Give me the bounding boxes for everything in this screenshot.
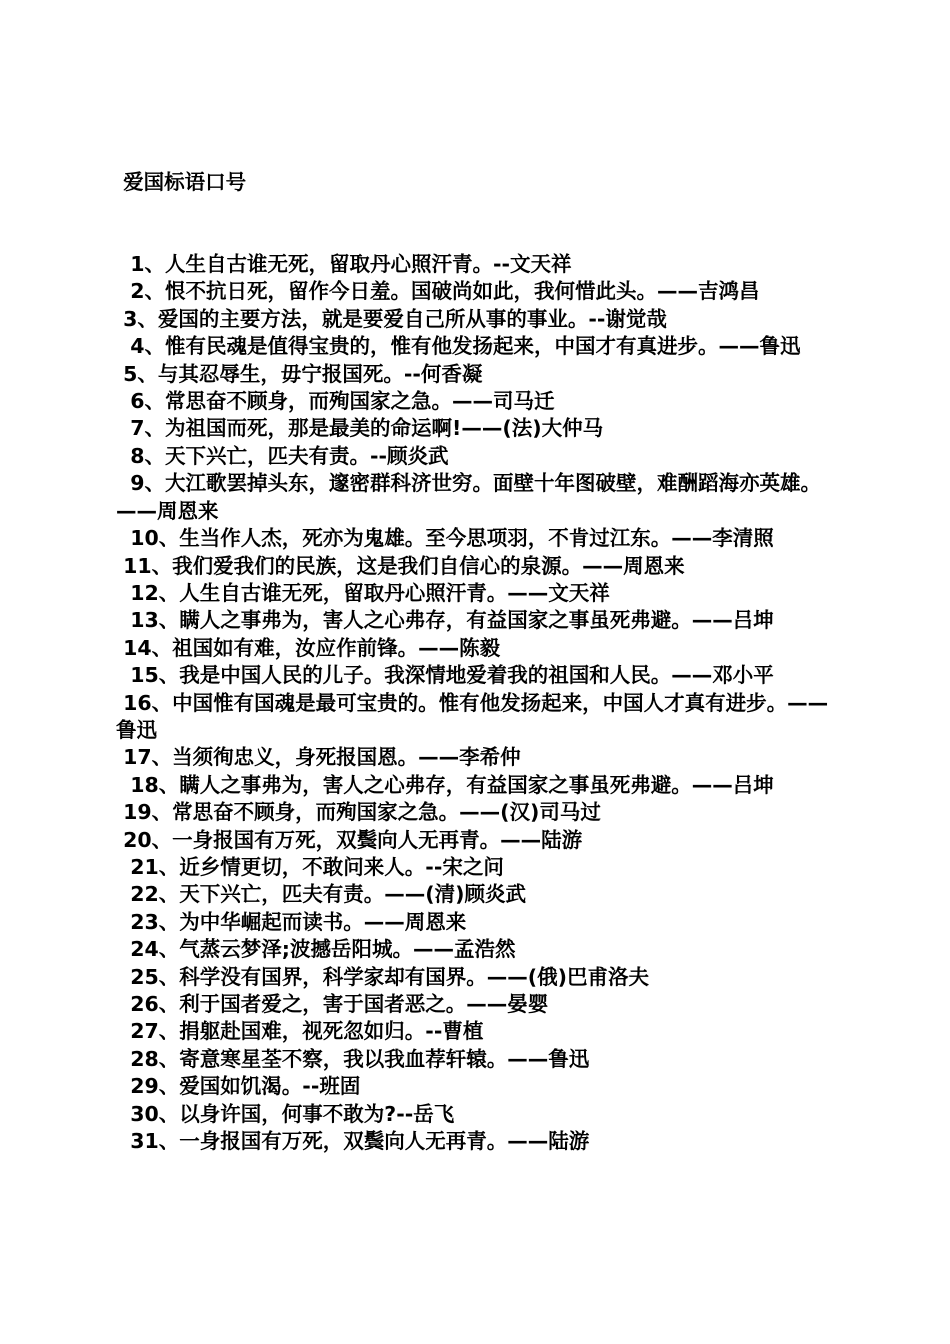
slogan-item: 19、常思奋不顾身，而殉国家之急。——(汉)司马过 [116, 800, 601, 825]
slogan-item: 7、为祖国而死，那是最美的命运啊!——(法)大仲马 [116, 416, 604, 441]
slogan-item: 30、以身许国，何事不敢为?--岳飞 [116, 1101, 455, 1126]
slogan-item: 15、我是中国人民的儿子。我深情地爱着我的祖国和人民。——邓小平 [116, 663, 774, 688]
slogan-item: 27、捐躯赴国难，视死忽如归。--曹植 [116, 1019, 484, 1044]
slogan-item: 1、人生自古谁无死，留取丹心照汗青。--文天祥 [116, 252, 572, 277]
slogan-item: 3、爱国的主要方法，就是要爱自己所从事的事业。--谢觉哉 [116, 306, 667, 331]
slogan-item: 9、大江歌罢掉头东，邃密群科济世穷。面壁十年图破壁，难酬蹈海亦英雄。——周恩来 [116, 471, 822, 523]
slogan-item: 16、中国惟有国魂是最可宝贵的。惟有他发扬起来，中国人才真有进步。——鲁迅 [116, 690, 829, 742]
slogan-item: 28、寄意寒星荃不察，我以我血荐轩辕。——鲁迅 [116, 1046, 590, 1071]
slogan-item: 11、我们爱我们的民族，这是我们自信心的泉源。——周恩来 [116, 553, 685, 578]
slogan-item: 29、爱国如饥渴。--班固 [116, 1074, 361, 1099]
slogan-item: 14、祖国如有难，汝应作前锋。——陈毅 [116, 635, 501, 660]
slogan-item: 20、一身报国有万死，双鬓向人无再青。——陆游 [116, 827, 583, 852]
document-body [116, 114, 832, 1210]
slogan-item: 5、与其忍辱生，毋宁报国死。--何香凝 [116, 361, 483, 386]
document-title: 爱国标语口号 [116, 169, 247, 194]
slogan-item: 24、气蒸云梦泽;波撼岳阳城。——孟浩然 [116, 937, 516, 962]
slogan-item: 2、恨不抗日死，留作今日羞。国破尚如此，我何惜此头。——吉鸿昌 [116, 279, 760, 304]
slogan-item: 25、科学没有国界，科学家却有国界。——(俄)巴甫洛夫 [116, 964, 650, 989]
slogan-item: 26、利于国者爱之，害于国者恶之。——晏婴 [116, 992, 549, 1016]
slogan-item: 10、生当作人杰，死亦为鬼雄。至今思项羽，不肯过江东。——李清照 [116, 526, 774, 551]
slogan-item: 31、一身报国有万死，双鬓向人无再青。——陆游 [116, 1129, 590, 1154]
slogan-item: 21、近乡情更切，不敢问来人。--宋之问 [116, 854, 504, 879]
slogan-list [116, 251, 832, 1155]
slogan-item: 13、瞒人之事弗为，害人之心弗存，有益国家之事虽死弗避。——吕坤 [116, 608, 774, 633]
slogan-item: 8、天下兴亡，匹夫有责。--顾炎武 [116, 443, 449, 468]
slogan-item: 12、人生自古谁无死，留取丹心照汗青。——文天祥 [116, 580, 610, 605]
slogan-item: 22、天下兴亡，匹夫有责。——(清)顾炎武 [116, 882, 527, 907]
slogan-item: 17、当须徇忠义，身死报国恩。——李希仲 [116, 745, 521, 770]
slogan-item: 6、常思奋不顾身，而殉国家之急。——司马迁 [116, 389, 555, 414]
slogan-item: 18、瞒人之事弗为，害人之心弗存，有益国家之事虽死弗避。——吕坤 [116, 772, 774, 797]
slogan-item: 4、惟有民魂是值得宝贵的，惟有他发扬起来，中国才有真进步。——鲁迅 [116, 334, 801, 359]
slogan-item: 23、为中华崛起而读书。——周恩来 [116, 909, 467, 934]
